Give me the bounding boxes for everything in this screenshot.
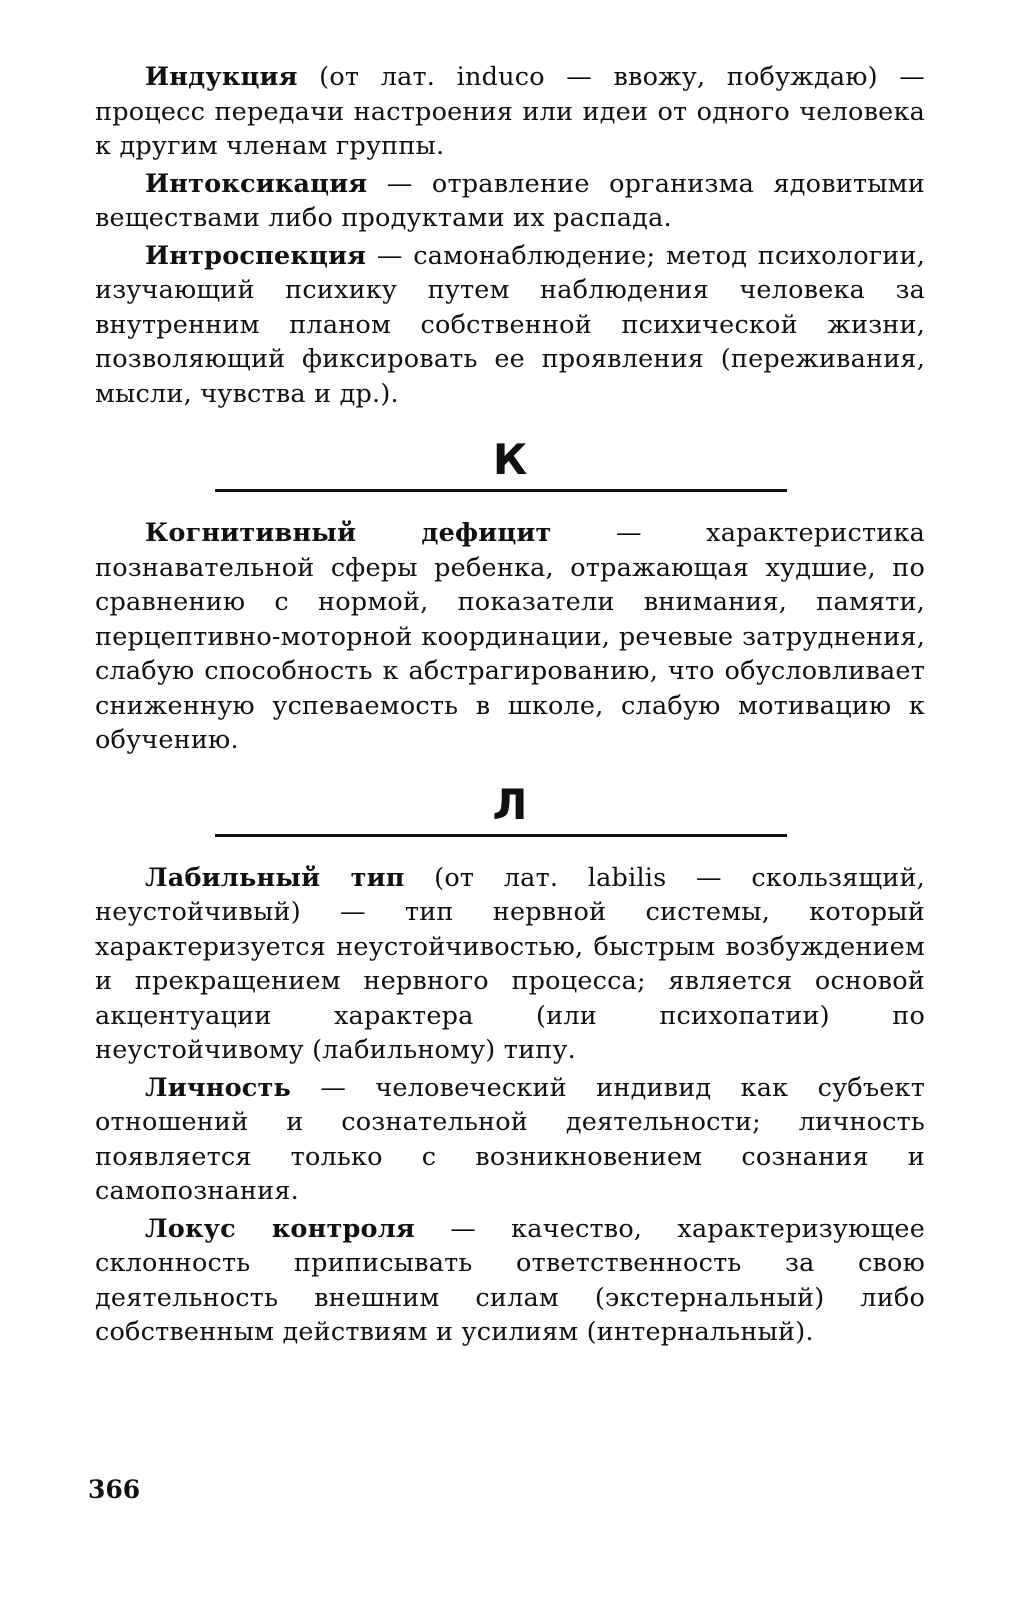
entry-kognitivnyy-defitsit xyxy=(95,516,925,758)
definition: (от лат. induco — ввожу, побуждаю) — процесс передачи настроения или идеи от одного человека к другим членам группы. xyxy=(95,62,925,161)
term: Личность xyxy=(145,1072,292,1103)
page-body xyxy=(95,60,925,1353)
section-letter-heading: Л xyxy=(492,779,528,829)
definition: — характеристика познавательной сферы ребенка, отражающая худшие, по сравнению с нормой, показатели внимания, памяти, перцептивно-моторной координации, речевые затруднения, слабую способность к абстрагированию, что обусловливает сниженную успеваемость в школе, слабую мотивацию к обучению. xyxy=(95,518,926,755)
entry-labilnyy-tip xyxy=(95,861,925,1068)
term: Когнитивный дефицит xyxy=(145,518,552,548)
section-divider xyxy=(215,489,787,492)
definition: (от лат. labilis — скользящий, неустойчивый) — тип нервной системы, который характеризуется неустойчивостью, быстрым возбуждением и прекращением нервного процесса; является основой акцентуации характера (или психопатии) по неустойчивому (лабильному) типу. xyxy=(95,862,925,1065)
section-k xyxy=(95,437,925,492)
term: Интроспекция xyxy=(145,240,367,271)
page-number: 366 xyxy=(88,1475,141,1504)
term: Лабильный тип xyxy=(145,862,405,893)
definition: — отравление организма ядовитыми веществами либо продуктами их распада. xyxy=(95,168,925,233)
definition: — самонаблюдение; метод психологии, изучающий психику путем наблюдения человека за внутренним планом собственной психической жизни, позволяющий фиксировать ее проявления (переживания, мысли, чувства и др.). xyxy=(95,240,925,409)
term: Индукция xyxy=(145,62,298,92)
entry-induktsiya xyxy=(95,60,925,164)
section-l xyxy=(95,779,925,837)
definition: — качество, характеризующее склонность приписывать ответственность за свою деятельность внешним силам (экстернальный) либо собственным действиям и усилиям (интернальный). xyxy=(95,1213,925,1347)
term: Интоксикация xyxy=(145,168,368,199)
entry-introspektsiya xyxy=(95,239,925,412)
section-divider xyxy=(215,834,787,837)
section-letter-heading: К xyxy=(492,435,528,484)
entry-lokus-kontrolya xyxy=(95,1212,925,1350)
term: Локус контроля xyxy=(145,1213,415,1244)
entry-intoksikatsiya xyxy=(95,167,925,236)
entry-lichnost xyxy=(95,1071,925,1209)
definition: — человеческий индивид как субъект отношений и сознательной деятельности; личность появляется только с возникновением сознания и самопознания. xyxy=(95,1072,925,1206)
